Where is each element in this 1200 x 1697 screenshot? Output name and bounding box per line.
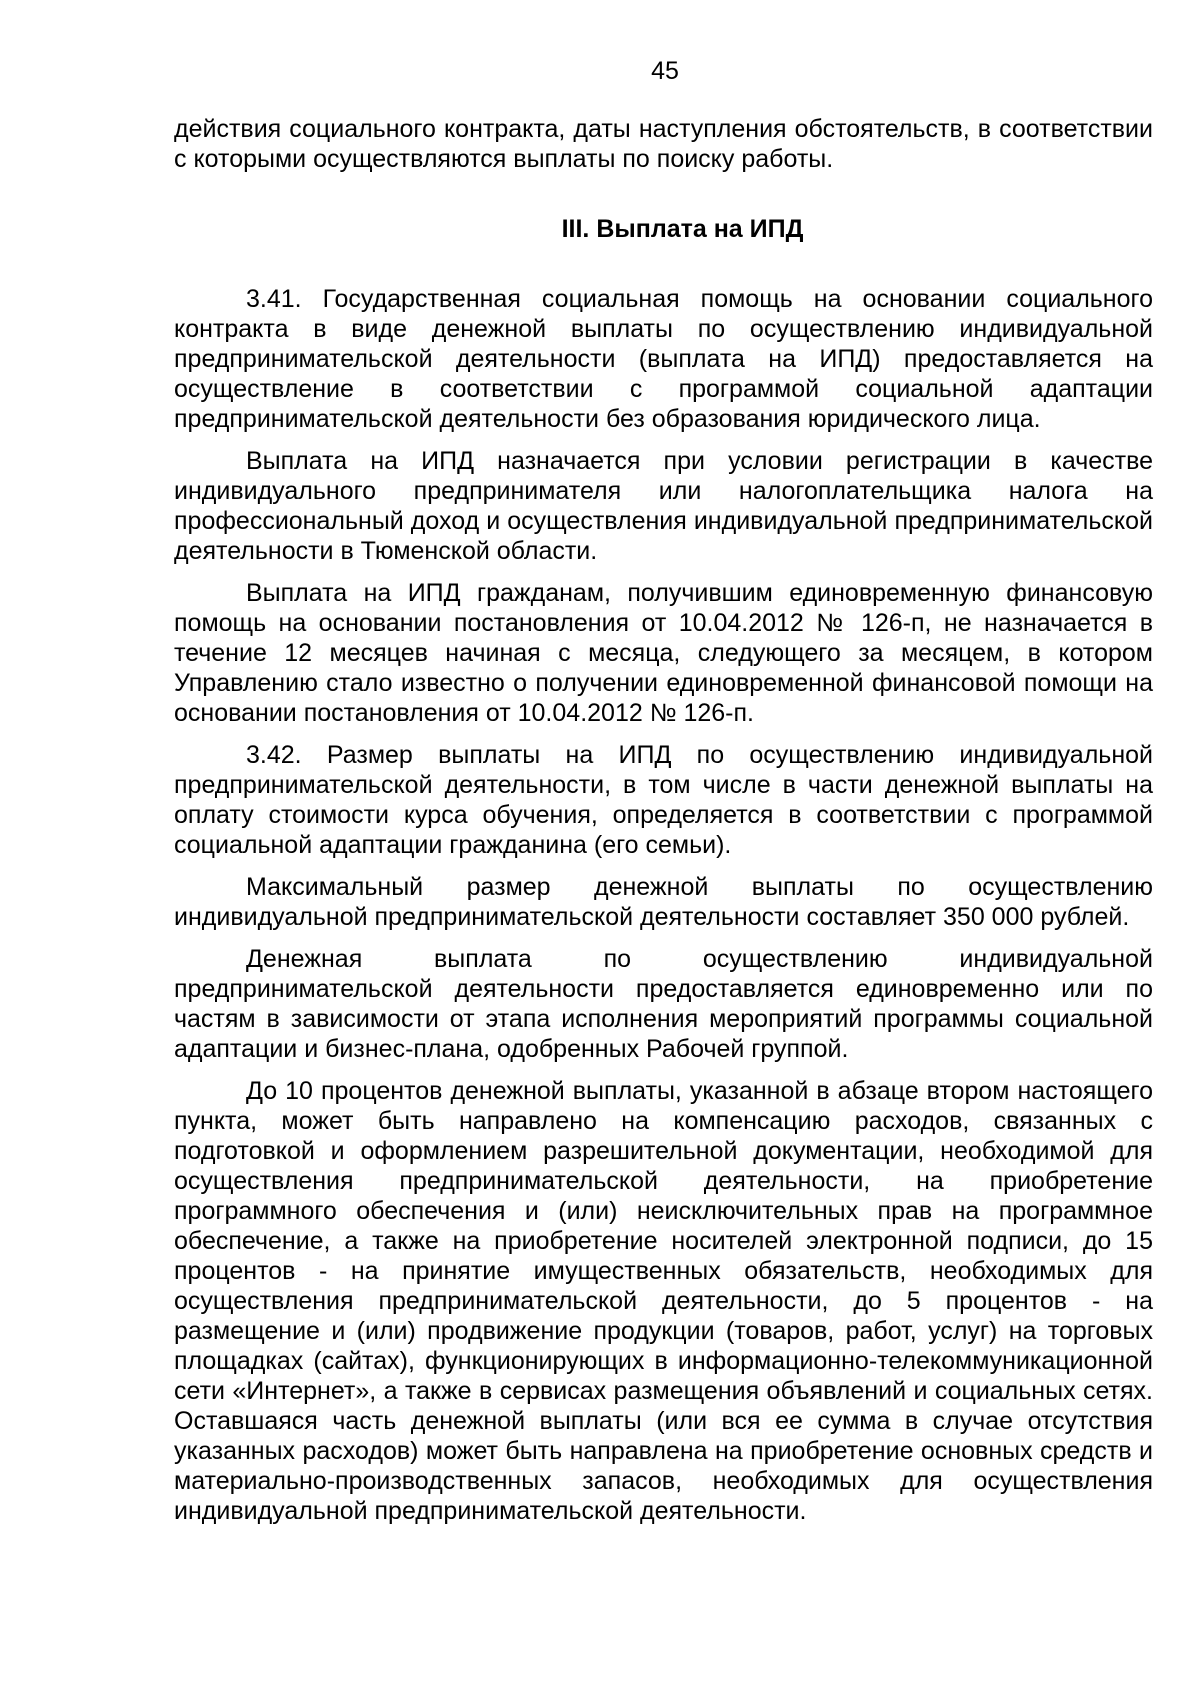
paragraph-3-42: 3.42. Размер выплаты на ИПД по осуществлению индивидуальной предпринимательской деятельности, в том числе в части денежной выплаты на оплату стоимости курса обучения, определяется в соответствии с программой социальной адаптации гражданина (его семьи). [174, 741, 1153, 859]
paragraph-payment-schedule: Денежная выплата по осуществлению индивидуальной предпринимательской деятельности предоставляется единовременно или по частям в зависимости от этапа исполнения мероприятий программы социальной адаптации и бизнес-плана, одобренных Рабочей группой. [174, 945, 1153, 1063]
paragraph-expense-allocation: До 10 процентов денежной выплаты, указанной в абзаце втором настоящего пункта, может быть направлено на компенсацию расходов, связанных с подготовкой и оформлением разрешительной документации, необходимой для осуществления предпринимательской деятельности, на приобретение программного обеспечения и (или) неисключительных прав на программное обеспечение, а также на приобретение носителей электронной подписи, до 15 процентов - на принятие имущественных обязательств, необходимых для осуществления предпринимательской деятельности, до 5 процентов - на размещение и (или) продвижение продукции (товаров, работ, услуг) на торговых площадках (сайтах), функционирующих в информационно-телекоммуникационной сети «Интернет», а также в сервисах размещения объявлений и социальных сетях. Оставшаяся часть денежной выплаты (или вся ее сумма в случае отсутствия указанных расходов) может быть направлена на приобретение основных средств и материально-производственных запасов, необходимых для осуществления индивидуальной предпринимательской деятельности. [174, 1077, 1153, 1525]
continuation-paragraph: действия социального контракта, даты наступления обстоятельств, в соответствии с которыми осуществляются выплаты по поиску работы. [174, 115, 1153, 173]
section-heading: III. Выплата на ИПД [561, 215, 804, 243]
document-body [174, 114, 1153, 1526]
page-number: 45 [651, 57, 679, 85]
paragraph-exclusion-period: Выплата на ИПД гражданам, получившим единовременную финансовую помощь на основании постановления от 10.04.2012 № 126-п, не назначается в течение 12 месяцев начиная с месяца, следующего за месяцем, в котором Управлению стало известно о получении единовременной финансовой помощи на основании постановления от 10.04.2012 № 126-п. [174, 579, 1153, 727]
paragraph-registration-condition: Выплата на ИПД назначается при условии регистрации в качестве индивидуального предпринимателя или налогоплательщика налога на профессиональный доход и осуществления индивидуальной предпринимательской деятельности в Тюменской области. [174, 447, 1153, 565]
paragraph-3-41: 3.41. Государственная социальная помощь на основании социального контракта в виде денежной выплаты по осуществлению индивидуальной предпринимательской деятельности (выплата на ИПД) предоставляется на осуществление в соответствии с программой социальной адаптации предпринимательской деятельности без образования юридического лица. [174, 285, 1153, 433]
paragraph-maximum-amount: Максимальный размер денежной выплаты по осуществлению индивидуальной предпринимательской деятельности составляет 350 000 рублей. [174, 873, 1153, 931]
